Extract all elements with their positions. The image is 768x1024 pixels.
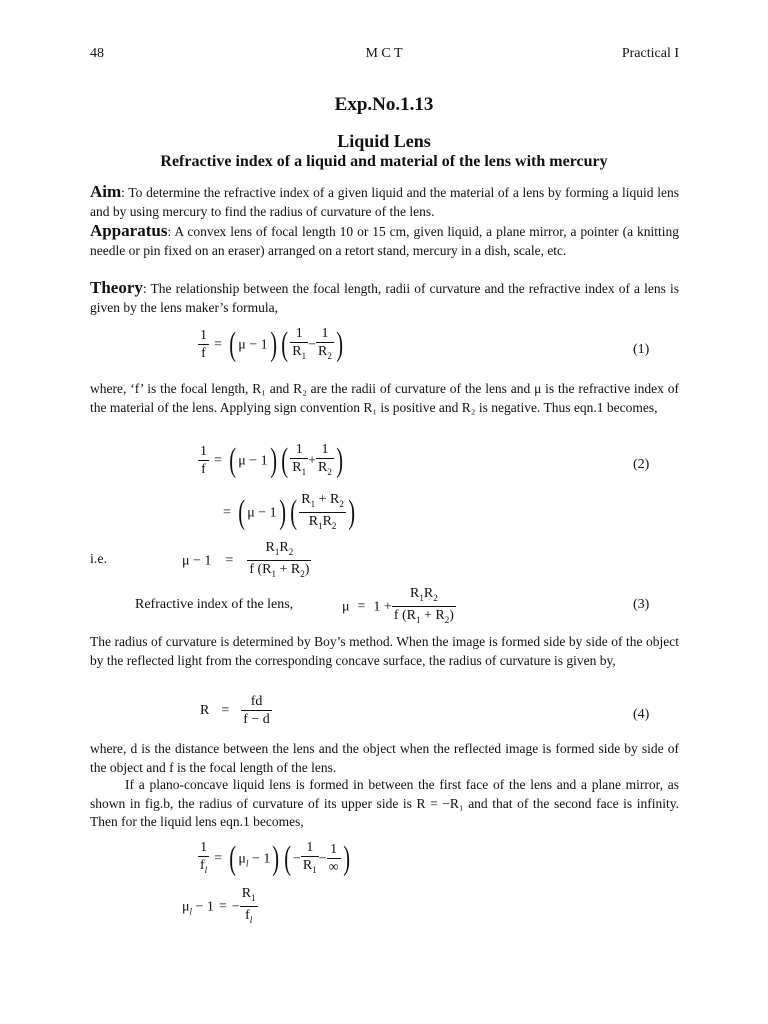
equation-1: $\frac{1}{f}$ = ( μ − 1) ( $\frac{1}{R_1}$ − $\frac{1}{R_2}$ ) xyxy=(200,326,343,364)
boys-method-paragraph: The radius of curvature is determined by Boy’s method. When the image is formed side by side of the object by the reflected light from the corresponding concave surface, the radius of curvature is given by, xyxy=(90,634,679,668)
apparatus-label: Apparatus xyxy=(90,221,168,240)
apparatus-paragraph xyxy=(90,222,679,260)
ie-label: i.e. xyxy=(90,552,108,567)
equation-number-2: (2) xyxy=(633,457,650,472)
refractive-index-label: Refractive index of the lens, xyxy=(135,597,294,612)
running-header: M C T xyxy=(365,46,403,61)
theory-label: Theory xyxy=(90,278,143,297)
apparatus-text: : A convex lens of focal length 10 or 15 cm, given liquid, a plane mirror, a pointer (a knitting needle or pin fixed on an eraser) arranged on a retort stand, mercury in a dish, scale, etc. xyxy=(90,224,679,258)
equation-mu-liquid: $\mu_l - 1$ = − $\frac{R_1}{f_l}$ xyxy=(182,886,256,925)
aim-paragraph xyxy=(90,183,679,221)
where-paragraph-1: where, ‘f’ is the focal length, R₁ and R₂ are the radii of curvature of the lens and μ is the refractive index of the material of the lens. Applying sign convention R₁ is positive and R₂ is negative. Thus eqn.1 becomes, xyxy=(90,381,679,415)
theory-paragraph xyxy=(90,279,679,317)
equation-2-continued: = ( μ − 1) ( $\frac{R_1 + R_2}{R_1R_2}$ ) xyxy=(223,492,355,532)
equation-number-1: (1) xyxy=(633,342,650,357)
equation-3: μ = 1 + $\frac{R_1R_2}{f (R_1 + R_2)}$ xyxy=(342,586,454,625)
experiment-number: Exp.No.1.13 xyxy=(334,94,434,115)
experiment-title: Liquid Lens xyxy=(337,131,431,151)
aim-label: Aim xyxy=(90,182,122,201)
page-number: 48 xyxy=(90,46,104,61)
plano-concave-paragraph: If a plano-concave liquid lens is formed in between the first face of the lens and a plane mirror, as shown in fig.b, the radius of curvature of its upper side is R = −R₁ and that of the second face is infinity. Then for the liquid lens eqn.1 becomes, xyxy=(90,777,679,829)
aim-text: : To determine the refractive index of a given liquid and the material of a lens by forming a liquid lens and by using mercury to find the radius of curvature of the lens. xyxy=(90,185,679,219)
theory-text: : The relationship between the focal length, radii of curvature and the refractive index of a lens is given by the lens maker’s formula, xyxy=(90,281,679,315)
section-label: Practical I xyxy=(621,46,679,61)
equation-2: $\frac{1}{f}$ = ( μ − 1) ( $\frac{1}{R_1}$ + $\frac{1}{R_2}$ ) xyxy=(200,442,343,480)
experiment-subtitle: Refractive index of a liquid and material of the lens with mercury xyxy=(160,153,608,170)
equation-liquid-lens: $\frac{1}{f_l}$ = ( $\mu_l - 1$) ( − $\frac{1}{R_1}$ − $\frac{1}{\infty}$ ) xyxy=(200,840,350,878)
equation-number-4: (4) xyxy=(633,707,650,722)
equation-number-3: (3) xyxy=(633,597,650,612)
where-paragraph-2: where, d is the distance between the lens and the object when the reflected image is formed side by side of the object and f is the focal length of the lens. xyxy=(90,741,679,775)
equation-4: R = $\frac{fd}{f - d}$ xyxy=(200,694,270,727)
equation-ie: μ − 1 = $\frac{R_1R_2}{f (R_1 + R_2)}$ xyxy=(182,540,310,579)
